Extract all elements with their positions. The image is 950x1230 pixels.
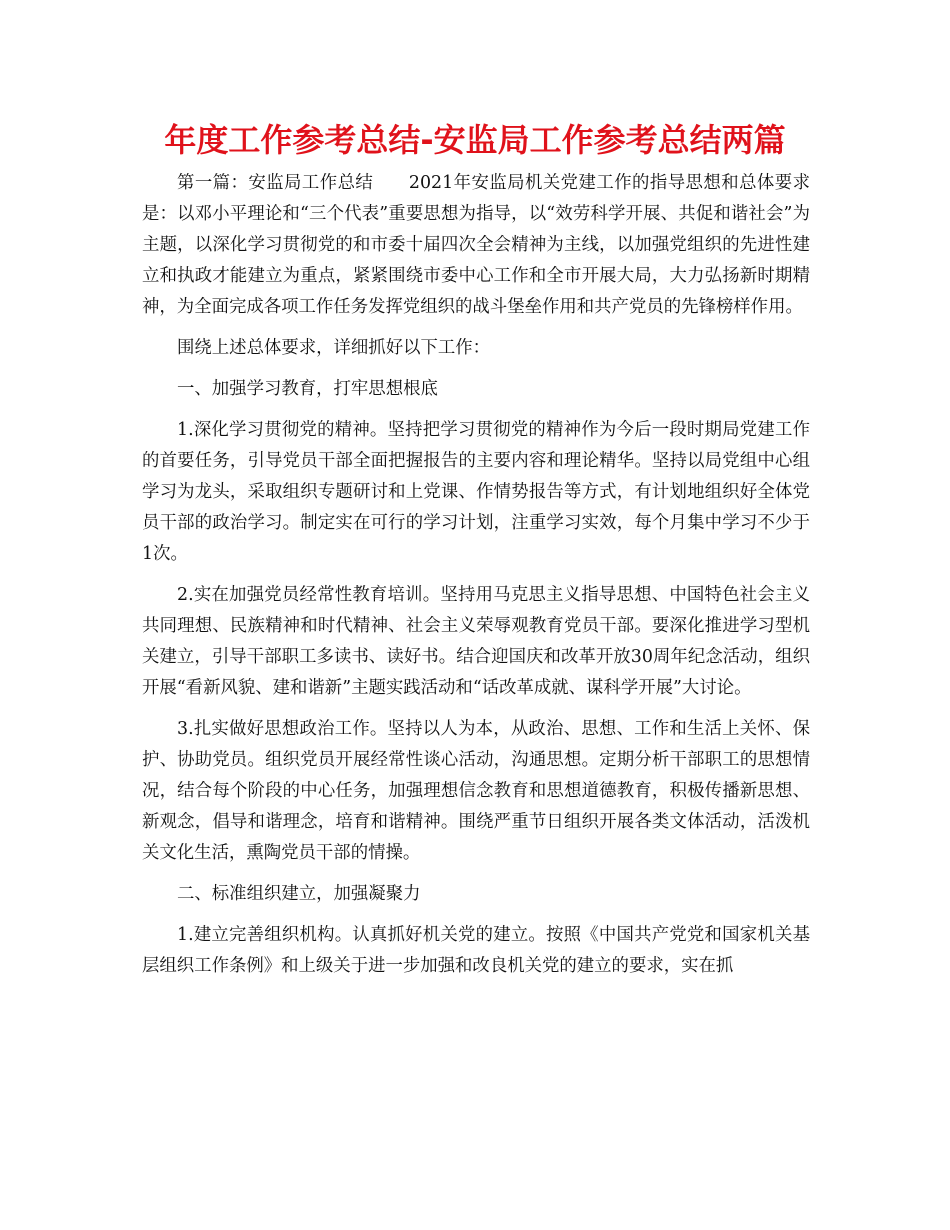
paragraph-intro: 第一篇：安监局工作总结 2021年安监局机关党建工作的指导思想和总体要求是：以邓小平理论和“三个代表”重要思想为指导，以“效劳科学开展、共促和谐社会”为主题，以深化学习贯彻党的和市委十届四次全会精神为主线，以加强党组织的先进性建立和执政才能建立为重点，紧紧围绕市委中心工作和全市开展大局，大力弘扬新时期精神，为全面完成各项工作任务发挥党组织的战斗堡垒作用和共产党员的先锋榜样作用。: [142, 173, 810, 317]
paragraph-requirements-lead: 围绕上述总体要求，详细抓好以下工作：: [177, 338, 491, 358]
section-heading-1: 一、加强学习教育，打牢思想根底: [177, 379, 438, 399]
document-body: [142, 168, 810, 992]
paragraph-2-1: 1.建立完善组织机构。认真抓好机关党的建立。按照《中国共产党党和国家机关基层组织工作条例》和上级关于进一步加强和改良机关党的建立的要求，实在抓: [142, 925, 810, 976]
paragraph-1-3: 3.扎实做好思想政治工作。坚持以人为本，从政治、思想、工作和生活上关怀、保护、协助党员。组织党员开展经常性谈心活动，沟通思想。定期分析干部职工的思想情况，结合每个阶段的中心任务，加强理想信念教育和思想道德教育，积极传播新思想、新观念，倡导和谐理念，培育和谐精神。围绕严重节日组织开展各类文体活动，活泼机关文化生活，熏陶党员干部的情操。: [142, 719, 810, 863]
document-title: 年度工作参考总结-安监局工作参考总结两篇: [164, 121, 786, 159]
paragraph-1-1: 1.深化学习贯彻党的精神。坚持把学习贯彻党的精神作为今后一段时期局党建工作的首要任务，引导党员干部全面把握报告的主要内容和理论精华。坚持以局党组中心组学习为龙头，采取组织专题研讨和上党课、作情势报告等方式，有计划地组织好全体党员干部的政治学习。制定实在可行的学习计划，注重学习实效，每个月集中学习不少于1次。: [142, 420, 810, 564]
section-heading-2: 二、标准组织建立，加强凝聚力: [177, 884, 421, 904]
paragraph-1-2: 2.实在加强党员经常性教育培训。坚持用马克思主义指导思想、中国特色社会主义共同理想、民族精神和时代精神、社会主义荣辱观教育党员干部。要深化推进学习型机关建立，引导干部职工多读书、读好书。结合迎国庆和改革开放30周年纪念活动，组织开展“看新风貌、建和谐新”主题实践活动和“话改革成就、谋科学开展”大讨论。: [142, 585, 810, 698]
